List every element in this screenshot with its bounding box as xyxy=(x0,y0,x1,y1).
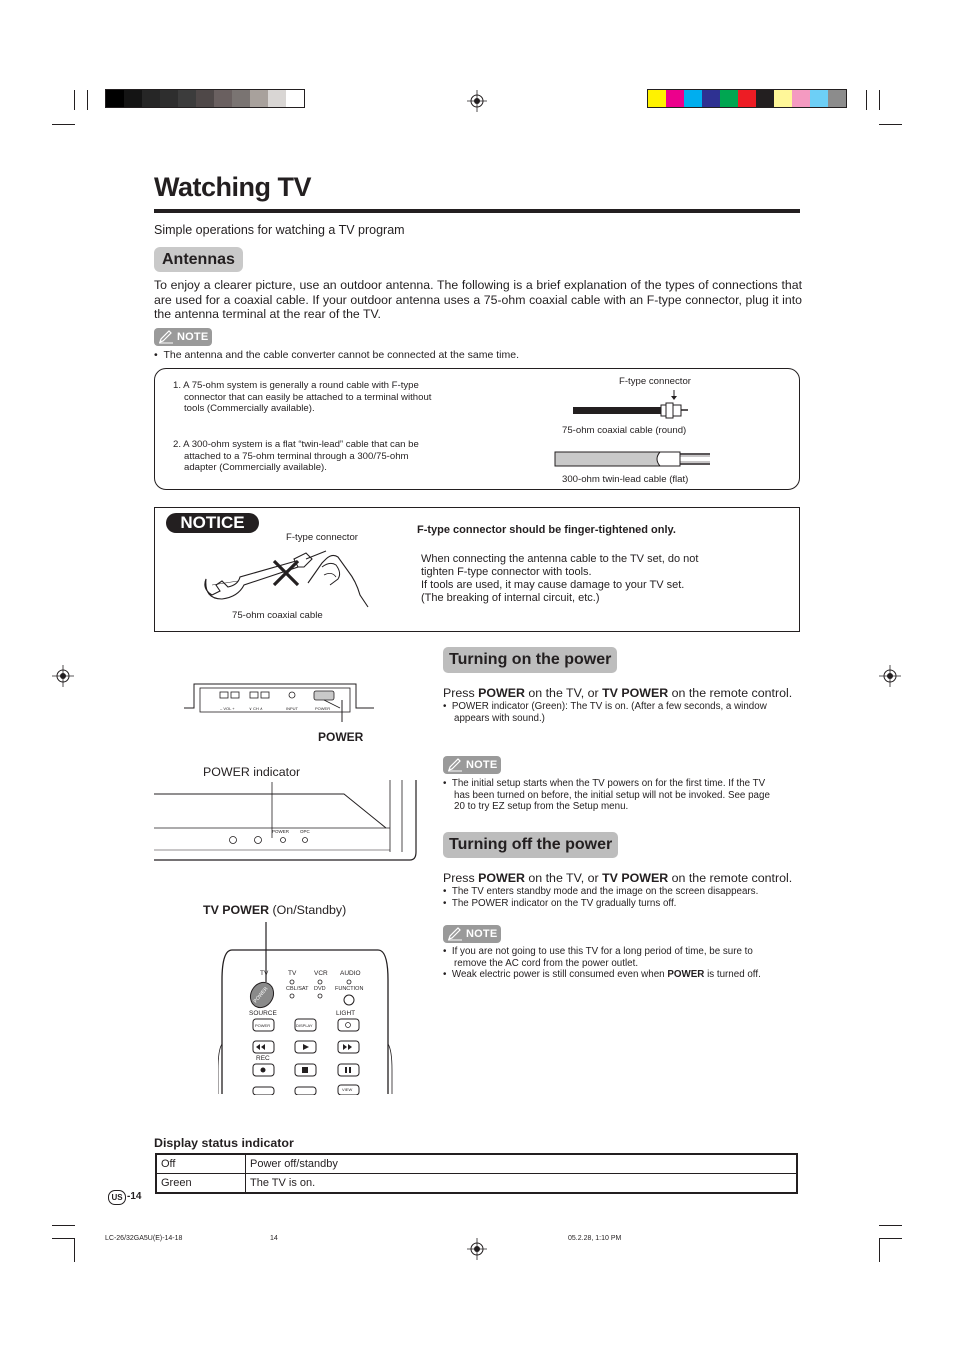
remote-power-key-label: POWER xyxy=(252,986,270,1005)
remote-key-power-small: POWER xyxy=(255,1023,271,1028)
region-badge: US xyxy=(108,1190,126,1205)
text: on the remote control. xyxy=(668,686,793,700)
turning-on-bullet: • POWER indicator (Green): The TV is on. (After a few seconds, a window appears with sound.) xyxy=(443,701,767,724)
color-swatch xyxy=(738,90,756,107)
power-keyword: POWER xyxy=(478,686,525,700)
notice-line: (The breaking of internal circuit, etc.) xyxy=(421,592,600,604)
status-meaning-cell: The TV is on. xyxy=(246,1174,798,1194)
notice-f-connector-label: F-type connector xyxy=(286,532,358,543)
notice-cable-label: 75-ohm coaxial cable xyxy=(232,610,323,621)
item-text: adapter (Commercially available). xyxy=(184,462,327,474)
antennas-note-text: The antenna and the cable converter cannot be connected at the same time. xyxy=(163,349,519,361)
registration-mark-left xyxy=(52,665,74,687)
remote-labels xyxy=(218,920,394,1095)
notice-body xyxy=(421,553,698,605)
note-label: NOTE xyxy=(466,759,498,771)
text: on the TV, or xyxy=(524,871,603,885)
coax-75-label: 75-ohm coaxial cable (round) xyxy=(562,425,687,436)
antenna-item-2 xyxy=(173,439,419,474)
item-text: A 75-ohm system is generally a round cable with F-type xyxy=(183,380,419,391)
text: Press xyxy=(443,871,479,885)
grayscale-calibration-bar xyxy=(105,89,305,108)
turning-off-notes: • If you are not going to use this TV for a long period of time, be sure to remove the AC cord from the power outlet. • Weak electric power is still consumed even when POWER is turned off. xyxy=(443,946,761,981)
remote-label-vcr: VCR xyxy=(314,970,328,977)
turning-on-note: • The initial setup starts when the TV powers on for the first time. If the TV has been turned on before, the initial setup will not be invoked. See page 20 to try EZ setup from the Setup menu. xyxy=(443,778,770,813)
table-row xyxy=(156,1174,797,1194)
turning-on-note-badge xyxy=(443,756,501,774)
grayscale-swatch xyxy=(178,90,196,107)
display-status-table xyxy=(155,1153,798,1194)
note-text: is turned off. xyxy=(704,969,761,981)
turning-off-bullets: • The TV enters standby mode and the image on the screen disappears. • The POWER indicator on the TV gradually turns off. xyxy=(443,886,759,909)
note-text: has been turned on before, the initial setup will not be invoked. See page xyxy=(454,789,770,801)
text: Press xyxy=(443,686,479,700)
status-state-cell: Green xyxy=(156,1174,246,1194)
color-swatch xyxy=(828,90,846,107)
remote-label-light: LIGHT xyxy=(336,1010,356,1017)
antennas-heading: Antennas xyxy=(154,247,243,272)
notice-badge: NOTICE xyxy=(166,513,259,533)
indicator-label-opc: OPC xyxy=(300,829,310,834)
panel-label-input: INPUT xyxy=(286,706,298,711)
coaxial-cable-illustration xyxy=(570,388,695,426)
remote-label-source: SOURCE xyxy=(249,1010,277,1017)
panel-label-ch: ∨ CH ∧ xyxy=(249,706,263,711)
footer-file-name: LC-26/32GA5U(E)-14-18 xyxy=(105,1235,183,1242)
note-text: The initial setup starts when the TV powers on for the first time. If the TV xyxy=(451,778,766,789)
title-rule xyxy=(154,209,800,213)
color-swatch xyxy=(666,90,684,107)
color-swatch xyxy=(810,90,828,107)
page-subtitle: Simple operations for watching a TV program xyxy=(154,223,405,237)
antennas-note-badge xyxy=(154,328,212,346)
antenna-item-1 xyxy=(173,380,431,415)
notice-line: When connecting the antenna cable to the TV set, do not xyxy=(421,553,699,565)
item-text: tools (Commercially available). xyxy=(184,403,315,415)
turning-off-note-badge xyxy=(443,925,501,943)
item-text: attached to a 75-ohm terminal through a 300/75-ohm xyxy=(184,450,409,462)
color-swatch xyxy=(702,90,720,107)
bullet-text: POWER indicator (Green): The TV is on. (After a few seconds, a window xyxy=(451,701,767,712)
pencil-icon xyxy=(158,330,174,344)
remote-label-view: VIEW xyxy=(342,1087,353,1092)
remote-label-dvd: DVD xyxy=(314,986,326,992)
color-swatch xyxy=(792,90,810,107)
note-label: NOTE xyxy=(177,331,209,343)
turning-off-instruction xyxy=(443,871,792,885)
table-row xyxy=(156,1154,797,1174)
note-label: NOTE xyxy=(466,928,498,940)
color-swatch xyxy=(756,90,774,107)
page-number: -14 xyxy=(127,1191,142,1202)
f-connector-label: F-type connector xyxy=(619,376,691,387)
color-swatch xyxy=(684,90,702,107)
power-button-label: POWER xyxy=(318,730,364,744)
notice-headline: F-type connector should be finger-tightened only. xyxy=(417,524,676,536)
power-keyword: POWER xyxy=(478,871,525,885)
grayscale-swatch xyxy=(286,90,304,107)
twin-lead-300-label: 300-ohm twin-lead cable (flat) xyxy=(562,474,689,485)
turning-on-heading: Turning on the power xyxy=(443,647,617,673)
antennas-paragraph: To enjoy a clearer picture, use an outdoor antenna. The following is a brief explanation of the types of connections that are used for a coaxial cable. If your outdoor antenna uses a 75-ohm coaxial cable with an F-type connector, plug it into the antenna terminal at the rear of the TV. xyxy=(154,278,802,322)
note-text: 20 to try EZ setup from the Setup menu. xyxy=(454,801,629,813)
grayscale-swatch xyxy=(214,90,232,107)
panel-label-vol: – VOL + xyxy=(220,706,235,711)
tv-power-callout-rest: (On/Standby) xyxy=(269,903,347,917)
color-swatch xyxy=(774,90,792,107)
item-number: 1. xyxy=(173,380,182,391)
text: on the remote control. xyxy=(668,871,793,885)
wrench-prohibited-illustration xyxy=(198,545,373,611)
remote-label-tv: TV xyxy=(288,970,297,977)
power-keyword: POWER xyxy=(667,969,705,981)
antennas-note-bullet: • The antenna and the cable converter cannot be connected at the same time. xyxy=(154,349,519,361)
bullet-text: The POWER indicator on the TV gradually turns off. xyxy=(451,897,677,909)
tv-front-illustration xyxy=(154,780,418,864)
turning-off-heading: Turning off the power xyxy=(443,832,618,858)
grayscale-swatch xyxy=(250,90,268,107)
pencil-icon xyxy=(447,758,463,772)
turning-on-instruction xyxy=(443,686,792,700)
page-title: Watching TV xyxy=(154,172,311,202)
power-indicator-label: POWER indicator xyxy=(203,765,301,779)
bullet-text: appears with sound.) xyxy=(454,712,545,724)
tv-power-keyword: TV POWER xyxy=(602,871,669,885)
item-text: A 300-ohm system is a flat “twin-lead” cable that can be xyxy=(183,439,419,450)
status-meaning-cell: Power off/standby xyxy=(246,1154,798,1174)
footer-timestamp: 05.2.28, 1:10 PM xyxy=(568,1235,622,1242)
remote-label-tv-left: TV xyxy=(260,970,269,977)
bullet-text: The TV enters standby mode and the image on the screen disappears. xyxy=(451,886,759,897)
grayscale-swatch xyxy=(160,90,178,107)
grayscale-swatch xyxy=(142,90,160,107)
tv-control-panel-illustration xyxy=(180,678,380,726)
grayscale-swatch xyxy=(268,90,286,107)
text: on the TV, or xyxy=(524,686,603,700)
note-text: If you are not going to use this TV for a long period of time, be sure to xyxy=(451,946,753,957)
registration-mark-right xyxy=(879,665,901,687)
color-swatch xyxy=(720,90,738,107)
grayscale-swatch xyxy=(106,90,124,107)
panel-label-power: POWER xyxy=(315,706,331,711)
remote-label-audio: AUDIO xyxy=(340,970,361,977)
grayscale-swatch xyxy=(232,90,250,107)
indicator-label-power: POWER xyxy=(272,829,290,834)
note-text: remove the AC cord from the power outlet. xyxy=(454,957,639,969)
footer-sheet-number: 14 xyxy=(270,1235,278,1242)
remote-label-rec: REC xyxy=(256,1055,270,1062)
twin-lead-cable-illustration xyxy=(552,448,714,472)
color-calibration-bar xyxy=(647,89,847,108)
status-state-cell: Off xyxy=(156,1154,246,1174)
item-text: connector that can easily be attached to a terminal without xyxy=(184,391,432,403)
registration-mark-top xyxy=(467,90,487,112)
item-number: 2. xyxy=(173,439,182,450)
remote-label-cblsat: CBL/SAT xyxy=(286,986,309,992)
tv-power-keyword: TV POWER xyxy=(602,686,669,700)
notice-line: If tools are used, it may cause damage to your TV set. xyxy=(421,579,685,591)
note-text: Weak electric power is still consumed even when xyxy=(451,969,668,981)
grayscale-swatch xyxy=(124,90,142,107)
pencil-icon xyxy=(447,927,463,941)
tv-power-callout xyxy=(203,903,346,917)
tv-power-callout-bold: TV POWER xyxy=(203,903,270,917)
color-swatch xyxy=(648,90,666,107)
notice-line: tighten F-type connector with tools. xyxy=(421,566,592,578)
registration-mark-bottom xyxy=(467,1238,487,1260)
remote-label-function: FUNCTION xyxy=(335,986,364,992)
grayscale-swatch xyxy=(196,90,214,107)
status-table-title: Display status indicator xyxy=(154,1136,294,1150)
remote-key-display-small: DISPLAY xyxy=(296,1023,313,1028)
